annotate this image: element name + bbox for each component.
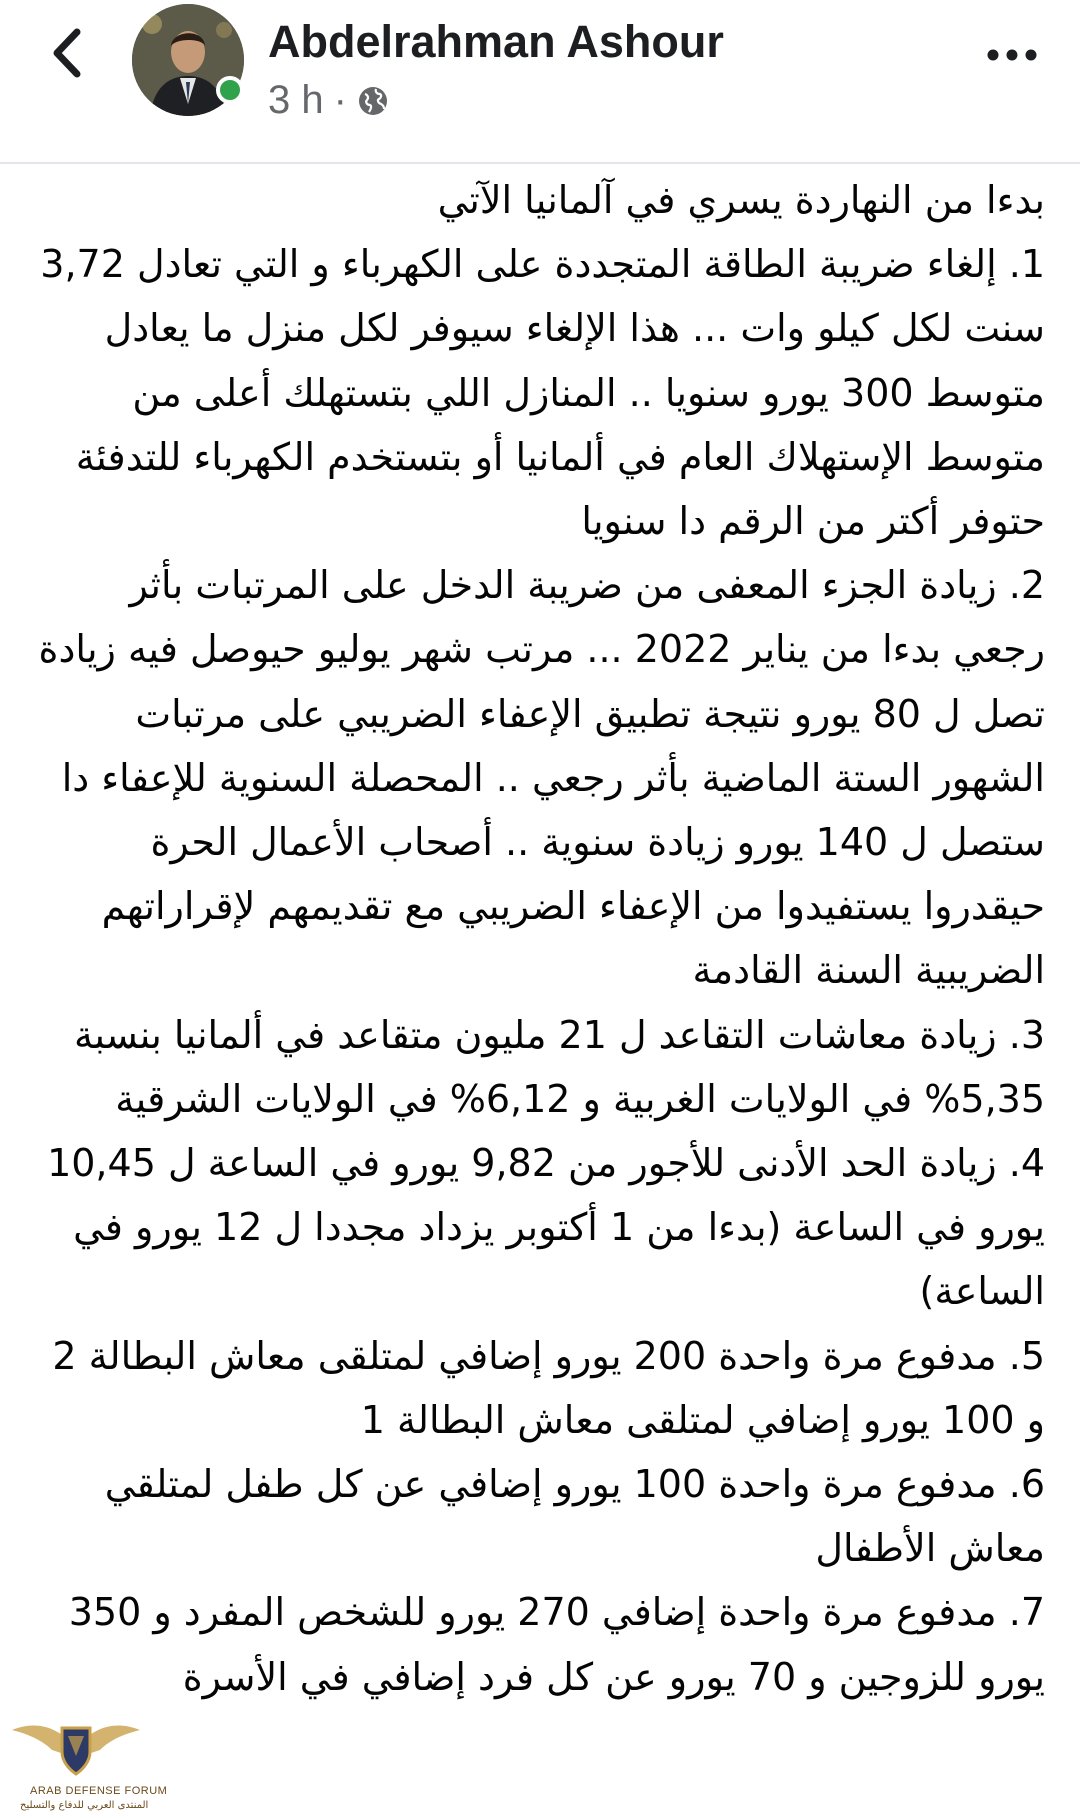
- list-item: 5. مدفوع مرة واحدة 200 يورو إضافي لمتلقى معاش البطالة 2 و 100 يورو إضافي لمتلقى معاش البطالة 1: [52, 1333, 1045, 1442]
- more-horizontal-icon: [987, 49, 1037, 61]
- more-options-button[interactable]: [982, 38, 1042, 72]
- eagle-shield-icon: [6, 1700, 146, 1790]
- watermark-text-arabic: المنتدى العربي للدفاع والتسليح: [20, 1800, 149, 1811]
- back-button[interactable]: [38, 22, 94, 84]
- author-avatar[interactable]: [132, 4, 244, 116]
- header-divider: [0, 162, 1080, 164]
- list-item: 6. مدفوع مرة واحدة 100 يورو إضافي عن كل طفل لمتلقي معاش الأطفال: [104, 1462, 1045, 1571]
- post-meta: [268, 78, 389, 123]
- chevron-left-icon: [49, 28, 83, 78]
- meta-separator: ·: [333, 78, 347, 122]
- watermark-text-latin: ARAB DEFENSE FORUM: [30, 1785, 168, 1797]
- list-item: 7. مدفوع مرة واحدة إضافي 270 يورو للشخص المفرد و 350 يورو للزوجين و 70 يورو عن كل فرد إضافي في الأسرة: [68, 1590, 1045, 1699]
- list-item: 2. زيادة الجزء المعفى من ضريبة الدخل على المرتبات بأثر رجعي بدءا من يناير 2022 ... مرتب شهر يوليو حيوصل فيه زيادة تصل ل 80 يورو نتيجة تطبيق الإعفاء الضريبي على مرتبات الشهور الستة الماضية بأثر رجعي .. المحصلة السنوية للإعفاء دا ستصل ل 140 يورو زيادة سنوية .. أصحاب الأعمال الحرة حيقدروا يستفيدوا من الإعفاء الضريبي مع تقديمهم لإقراراتهم الضريبية السنة القادمة: [38, 563, 1045, 993]
- online-status-indicator: [216, 76, 244, 104]
- post-header: [0, 0, 1080, 160]
- author-name[interactable]: Abdelrahman Ashour: [268, 16, 724, 67]
- list-item: 4. زيادة الحد الأدنى للأجور من 9,82 يورو في الساعة ل 10,45 يورو في الساعة (بدءا من 1 أكتوبر يزداد مجددا ل 12 يورو في الساعة): [47, 1141, 1045, 1314]
- post-text: [30, 168, 1045, 1709]
- post-timestamp[interactable]: 3 h: [268, 78, 324, 122]
- globe-icon: [357, 85, 389, 117]
- list-item: 3. زيادة معاشات التقاعد ل 21 مليون متقاعد في ألمانيا بنسبة 5,35% في الولايات الغربية و 6,12% في الولايات الشرقية: [74, 1012, 1045, 1121]
- post-intro: بدءا من النهاردة يسري في آلمانيا الآتي: [437, 178, 1045, 222]
- list-item: 1. إلغاء ضريبة الطاقة المتجددة على الكهرباء و التي تعادل 3,72 سنت لكل كيلو وات ... هذا الإلغاء سيوفر لكل منزل ما يعادل متوسط 300 يورو سنويا .. المنازل اللي بتستهلك أعلى من متوسط الإستهلاك العام في ألمانيا أو بتستخدم الكهرباء للتدفئة حتوفر أكتر من الرقم دا سنويا: [40, 242, 1045, 544]
